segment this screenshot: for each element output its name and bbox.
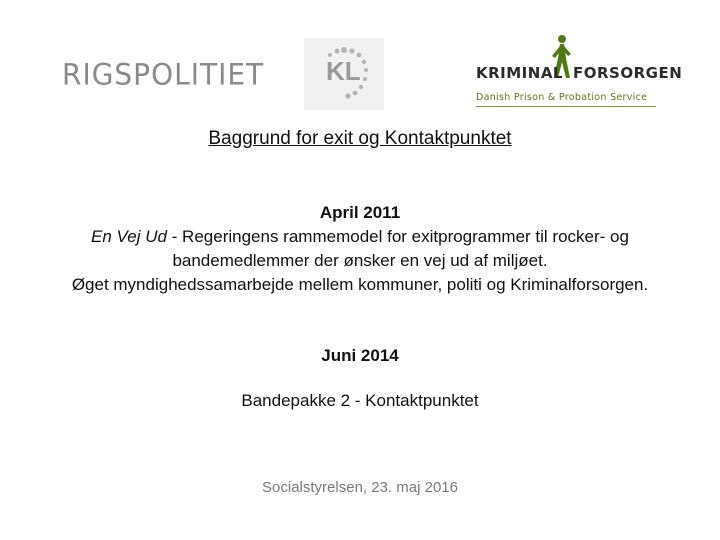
section-date: April 2011 <box>319 203 401 222</box>
rigspolitiet-logo: RIGSPOLITIET <box>62 57 265 92</box>
kriminalforsorgen-logo <box>470 34 683 108</box>
kriminal-text: KRIMINAL <box>476 64 563 82</box>
section-paragraph <box>40 225 680 273</box>
page-title: Baggrund for exit og Kontaktpunktet <box>208 128 512 149</box>
forsorgen-text: FORSORGEN <box>573 64 683 82</box>
section-2014-text <box>40 389 680 413</box>
section-paragraph-2: Øget myndighedssamarbejde mellem kommuner, politi og Kriminalforsorgen. <box>71 275 649 294</box>
kl-logo-text: KL <box>326 56 361 86</box>
section-date: Juni 2014 <box>321 346 399 365</box>
program-name: En Vej Ud <box>91 227 167 246</box>
program-description: - Regeringens rammemodel for exitprogrammer til rocker- og bandemedlemmer der ønsker en vej ud af miljøet. <box>166 227 629 270</box>
footer-text: Socialstyrelsen, 23. maj 2016 <box>262 479 458 496</box>
section-2014 <box>40 344 680 368</box>
kl-logo <box>304 38 384 110</box>
kf-tagline: Danish Prison & Probation Service <box>476 92 648 103</box>
section-paragraph: Bandepakke 2 - Kontaktpunktet <box>241 391 479 410</box>
section-2011 <box>40 201 680 297</box>
kf-divider <box>476 106 656 107</box>
